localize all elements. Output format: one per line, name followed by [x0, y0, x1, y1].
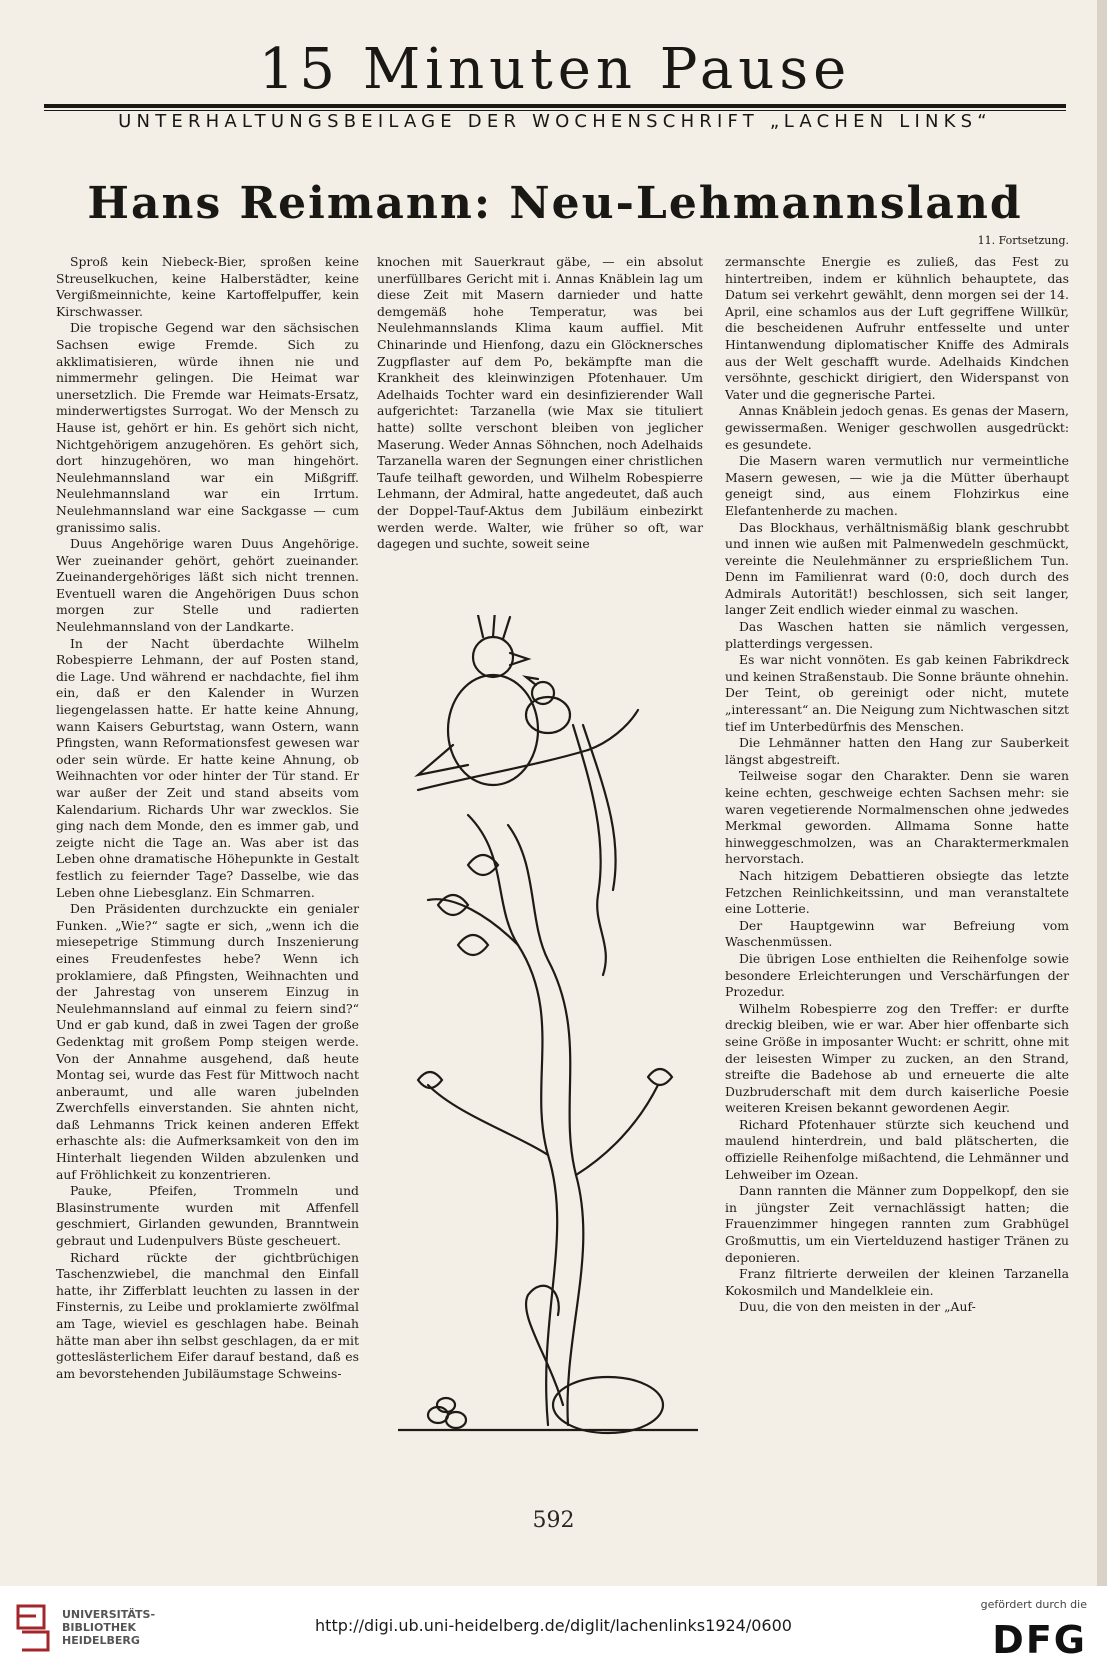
paragraph: Der Hauptgewinn war Befreiung vom Waschenmüssen. — [725, 917, 1069, 950]
paragraph: Es war nicht vonnöten. Es gab keinen Fabrikdreck und keinen Straßenstaub. Die Sonne bräunte ohnehin. Der Teint, ob gereinigt oder nicht, mutete „interessant“ an. Die Neigung zum Nichtwaschen sitzt tief im Unterbedürfnis des Menschen. — [725, 652, 1069, 734]
funded-by-label: gefördert durch die — [980, 1598, 1087, 1611]
paragraph: Duu, die von den meisten in der „Auf- — [739, 1299, 976, 1315]
paragraph: Franz filtrierte derweilen der kleinen Tarzanella Kokosmilch und Mandelkleie ein. — [725, 1266, 1069, 1298]
dfg-logo[interactable]: DFG — [992, 1618, 1087, 1662]
paragraph: Die Lehmänner hatten den Hang zur Sauberkeit längst abgestreift. — [725, 735, 1069, 767]
permalink-url[interactable]: http://digi.ub.uni-heidelberg.de/diglit/lachenlinks1924/0600 — [315, 1616, 792, 1635]
paragraph: Die übrigen Lose enthielten die Reihenfolge sowie besondere Erleichterungen und Verschärfungen der Prozedur. — [725, 950, 1069, 1000]
paragraph: Wilhelm Robespierre zog den Treffer: er durfte dreckig bleiben, wie er war. Aber hier offenbarte sich seine Größe in imposanter Wucht: er schritt, ohne mit der leisesten Wimper zu zucken, an den Strand, streifte die Badehose ab und erneuerte die alte Duzbruderschaft mit dem durch kaiserliche Poesie weiteren Kreisen bekannt gewordenen Aegir. — [725, 1000, 1069, 1116]
masthead-title: 15 Minuten Pause — [258, 37, 852, 102]
paragraph: Richard rückte der gichtbrüchigen Taschenzwiebel, die manchmal den Einfall hatte, ihr Zifferblatt leuchten zu lassen in der Finsternis, zu Leibe und proklamierte zwölfmal am Tage, wieviel es geschlagen habe. Beinah hätte man aber ihn selbst geschlagen, da er mit gotteslästerlichem Eifer darauf bestand, daß es am bevorstehenden Jubiläumstage Schweins- — [56, 1249, 359, 1381]
paragraph: Die Masern waren vermutlich nur vermeintliche Masern gewesen, — wie ja die Mütter überhaupt geneigt sind, aus einem Flohzirkus eine Elefantenherde zu machen. — [725, 453, 1069, 518]
column-middle — [377, 254, 703, 553]
paragraph: Annas Knäblein jedoch genas. Es genas der Masern, gewissermaßen. Weniger geschwollen ausgedrückt: es gesundete. — [725, 403, 1069, 452]
paragraph: knochen mit Sauerkraut gäbe, — ein absolut unerfüllbares Gericht mit i. Annas Knäblein lag um diese Zeit mit Masern darnieder und hatte demgemäß hohe Temperatur, was bei Neulehmannslands Klima kaum auffiel. Mit Chinarinde und Hienfong, dazu ein Glöcknersches Zugpflaster auf dem Po, bekämpfte man die Krankheit des kleinwinzigen Pfotenhauer. Um Adelhaids Tochter ward ein desinfizierender Wall aufgerichtet: Tarzanella (wie Max sie tituliert hatte) sollte verschont bleiben von jeglicher Maserung. Weder Annas Söhnchen, noch Adelhaids Tarzanella waren der Segnungen einer christlichen Taufe teilhaft geworden, und Wilhelm Robespierre Lehmann, der Admiral, hatte angedeutet, daß auch der Doppel-Tauf-Aktus dem Jubiläum einbezirkt werden werde. Walter, wie früher so oft, war dagegen und suchte, soweit seine — [377, 254, 703, 552]
column-left — [56, 254, 359, 1382]
paragraph: Dann rannten die Männer zum Doppelkopf, den sie in jüngster Zeit vernachlässigt hatten; die Frauenzimmer hingegen rannten zum Grabhügel Großmuttis, um ein Viertelduzend hastiger Tränen zu deponieren. — [725, 1183, 1069, 1265]
paragraph: zermanschte Energie es zuließ, das Fest zu hintertreiben, indem er kühnlich behauptete, das Datum sei verkehrt gewählt, denn morgen sei der 14. April, eine schamlos aus der Luft gegriffene Willkür, die bescheidenen Aufruhr entfesselte und unter Hintanwendung diplomatischer Kniffe des Admirals aus der Welt geschafft wurde. Adelhaids Kindchen versöhnte, geschickt dirigiert, den Widerspanst von Vater und die gegnerische Partei. — [725, 254, 1069, 402]
paragraph: Pauke, Pfeifen, Trommeln und Blasinstrumente wurden mit Affenfell geschmiert, Girlanden gewunden, Branntwein gebraut und Ludenpulvers Büste gescheuert. — [56, 1183, 359, 1249]
paragraph: Nach hitzigem Debattieren obsiegte das letzte Fetzchen Reinlichkeitssinn, und man veranstaltete eine Lotterie. — [725, 867, 1069, 917]
institution-line: HEIDELBERG — [62, 1634, 140, 1647]
paragraph: Duus Angehörige waren Duus Angehörige. Wer zueinander gehört, gehört zueinander. Zueinandergehöriges läßt sich nicht trennen. Eventuell waren die Angehörigen Duus schon morgen zur Stelle und radierten Neulehmannsland von der Landkarte. — [56, 536, 359, 635]
page-number: 592 — [532, 1508, 575, 1533]
illustration-birds-on-tree — [398, 615, 698, 1435]
institution-line: BIBLIOTHEK — [62, 1621, 137, 1634]
paper-edge — [1097, 0, 1107, 1586]
paragraph: Teilweise sogar den Charakter. Denn sie waren keine echten, geschweige echten Sachsen mehr: sie waren vegetierende Normalmenschen ohne jedwedes Merkmal geworden. Allmama Sonne hatte hinweggeschmolzen, was an Charaktermerkmalen hervorstach. — [725, 768, 1069, 867]
masthead-subtitle: UNTERHALTUNGSBEILAGE DER WOCHENSCHRIFT „LACHEN LINKS“ — [118, 111, 992, 132]
paragraph: In der Nacht überdachte Wilhelm Robespierre Lehmann, der auf Posten stand, die Lage. Und während er nachdachte, fiel ihm ein, daß er den Kalender in Wurzen liegengelassen hatte. Er hatte keine Ahnung, wann Kaisers Geburtstag, wann Ostern, wann Pfingsten, wann Reformationsfest gewesen war oder sein würde. Er hatte keine Ahnung, ob Weihnachten vor oder hinter der Tür stand. Er war außer der Zeit und stand abseits vom Kalendarium. Richards Uhr war zwecklos. Sie ging nach dem Monde, den es immer gab, und zeigte nicht die Tage an. Was aber ist das Leben ohne dramatische Höhepunkte in Gestalt festlich zu feiernder Tage? Dasselbe, wie das Leben ohne Liebesglanz. Ein Schmarren. — [56, 635, 359, 900]
masthead-rule-thick — [44, 104, 1066, 108]
paragraph: Richard Pfotenhauer stürzte sich keuchend und maulend hinterdrein, und bald plätscherten, die offizielle Reihenfolge mißachtend, die Lehmänner und Lehweiber im Ozean. — [725, 1116, 1069, 1182]
institution-line: UNIVERSITÄTS- — [62, 1608, 156, 1621]
article-title: Hans Reimann: Neu-Lehmannsland — [87, 178, 1023, 229]
viewer-footer — [0, 1586, 1107, 1674]
paragraph: Den Präsidenten durchzuckte ein genialer Funken. „Wie?“ sagte er sich, „wenn ich die miesepetrige Stimmung durch Inszenierung eines Freudenfestes hebe? Wenn ich proklamiere, daß Pfingsten, Weihnachten und der Jahrestag von unserem Einzug in Neulehmannsland auf einmal zu feiern sind?“ Und er gab kund, daß in zwei Tagen der große Gedenktag mit großem Pomp steigen werde. Von der Annahme ausgehend, daß heute Montag sei, wurde das Fest für Mittwoch nacht anberaumt, und alle waren jubelnden Zwerchfells einverstanden. Sie ahnten nicht, daß Lehmanns Trick keinen anderen Effekt erhaschte als: die Aufmerksamkeit von den im Hinterhalt liegenden Wilden abzulenken und auf Fröhlichkeit zu konzentrieren. — [56, 901, 359, 1182]
paragraph: Sproß kein Niebeck-Bier, sproßen keine Streuselkuchen, keine Halberstädter, keine Vergißmeinnichte, keine Kartoffelpuffer, kein Kirschwasser. — [56, 254, 359, 319]
column-right — [725, 254, 1069, 1316]
continuation-note: 11. Fortsetzung. — [977, 234, 1069, 247]
paragraph: Das Waschen hatten sie nämlich vergessen, platterdings vergessen. — [725, 619, 1069, 651]
paragraph: Das Blockhaus, verhältnismäßig blank geschrubbt und innen wie außen mit Palmenwedeln geschmückt, vereinte die Neulehmänner zu ersprießlichem Tun. Denn im Familienrat ward (0:0, doch durch des Admirals Autorität!) beschlossen, sich seit langer, langer Zeit endlich wieder einmal zu waschen. — [725, 519, 1069, 618]
paragraph: Die tropische Gegend war den sächsischen Sachsen ewige Fremde. Sich zu akklimatisieren, würde ihnen nie und nimmermehr gelingen. Die Heimat war unersetzlich. Die Fremde war Heimats-Ersatz, minderwertigstes Surrogat. Wo der Mensch zu Hause ist, gehört er hin. Es gehört sich nicht, Nichtgehörigem anzugehören. Es gehört sich, dort hinzugehören, wo man hingehört. Neulehmannsland war ein Mißgriff. Neulehmannsland war ein Irrtum. Neulehmannsland war eine Sackgasse — cum granissimo salis. — [56, 320, 359, 535]
